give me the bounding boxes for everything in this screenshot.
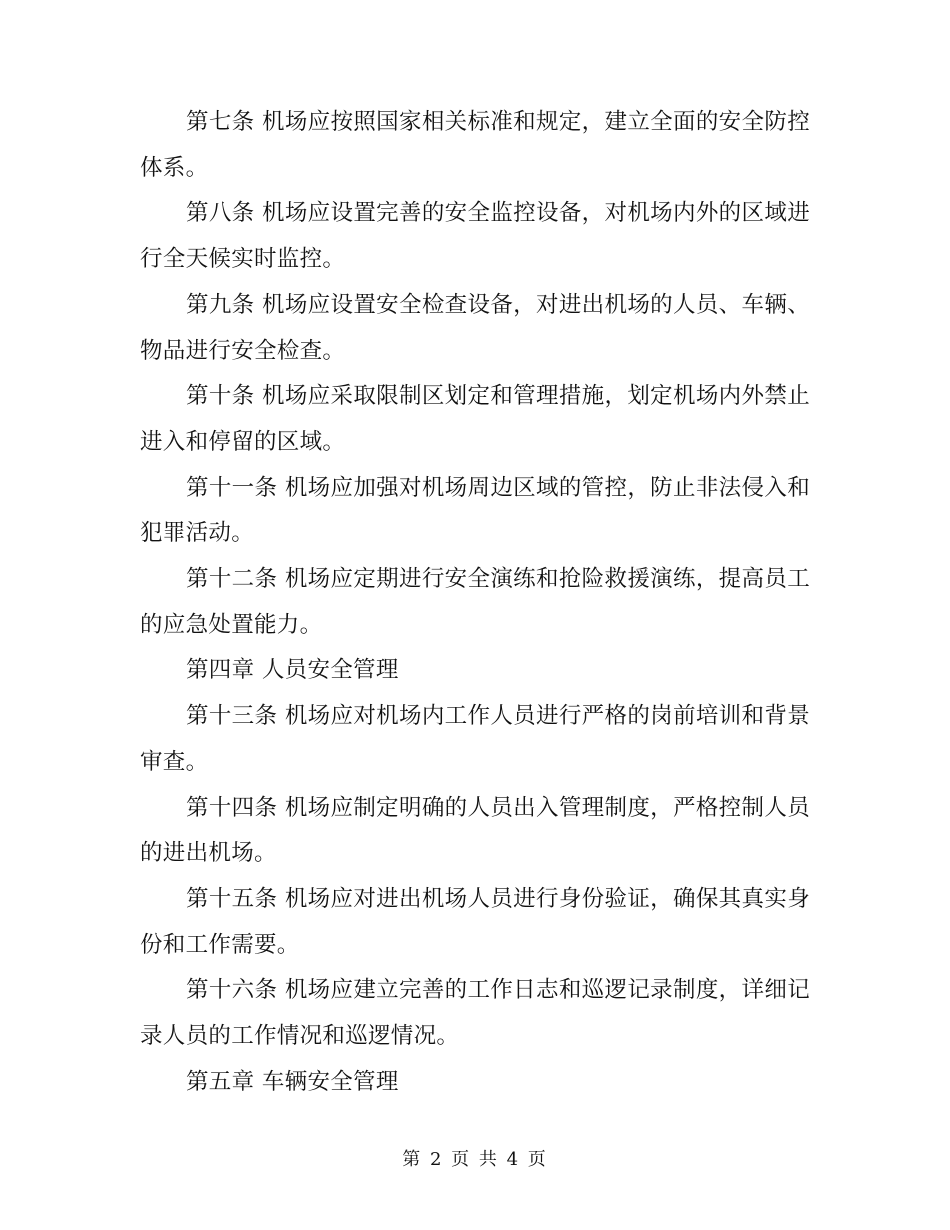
article-8: 第八条 机场应设置完善的安全监控设备，对机场内外的区域进行全天候实时监控。 xyxy=(140,200,810,273)
article-12: 第十二条 机场应定期进行安全演练和抢险救援演练，提高员工的应急处置能力。 xyxy=(140,566,810,638)
article-14: 第十四条 机场应制定明确的人员出入管理制度，严格控制人员的进出机场。 xyxy=(140,794,810,867)
article-13: 第十三条 机场应对机场内工作人员进行严格的岗前培训和背景审查。 xyxy=(140,703,810,775)
chapter-4-heading: 第四章 人员安全管理 xyxy=(186,657,399,684)
article-16: 第十六条 机场应建立完善的工作日志和巡逻记录制度，详细记录人员的工作情况和巡逻情况。 xyxy=(140,977,810,1050)
article-15: 第十五条 机场应对进出机场人员进行身份验证，确保其真实身份和工作需要。 xyxy=(140,885,810,958)
article-11: 第十一条 机场应加强对机场周边区域的管控，防止非法侵入和犯罪活动。 xyxy=(140,474,810,547)
document-body xyxy=(140,100,810,1105)
article-9: 第九条 机场应设置安全检查设备，对进出机场的人员、车辆、物品进行安全检查。 xyxy=(140,291,810,364)
page-number-footer: 第 2 页 共 4 页 xyxy=(402,1149,548,1170)
chapter-5-heading: 第五章 车辆安全管理 xyxy=(186,1068,399,1095)
article-10: 第十条 机场应采取限制区划定和管理措施，划定机场内外禁止进入和停留的区域。 xyxy=(140,383,810,455)
article-7: 第七条 机场应按照国家相关标准和规定，建立全面的安全防控体系。 xyxy=(140,109,810,181)
